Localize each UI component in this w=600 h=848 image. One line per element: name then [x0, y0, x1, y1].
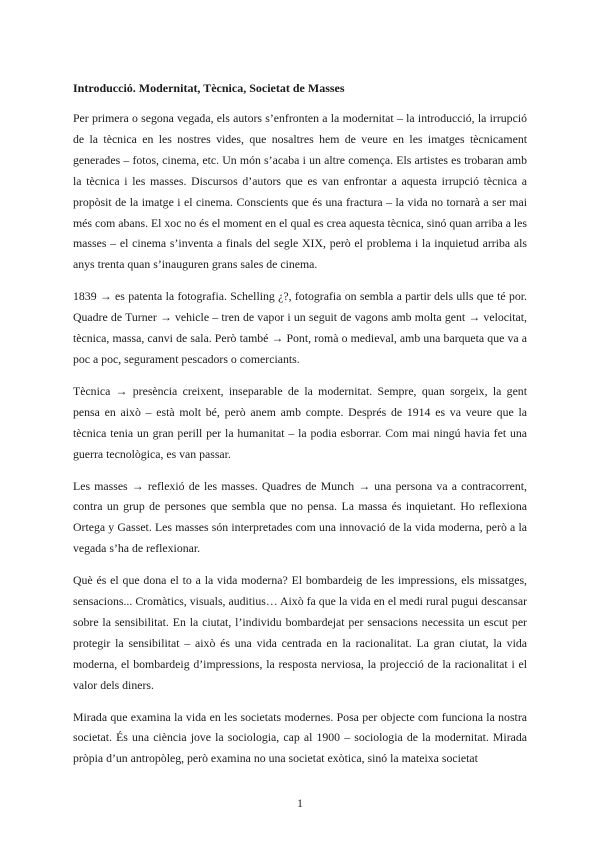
page-title: Introducció. Modernitat, Tècnica, Societat de Masses	[73, 81, 345, 95]
paragraph-tecnica: Tècnica → presència creixent, inseparable de la modernitat. Sempre, quan sorgeix, la gent pensa en això – està molt bé, però anem amb compte. Després de 1914 es va veure que la tècnica tenia un gran perill per la humanitat – la podia esborrar. Com mai ningú havia fet una guerra tecnològica, es van passar.	[73, 383, 527, 461]
paragraph-fotografia: 1839 → es patenta la fotografia. Schelling ¿?, fotografia on sembla a partir dels ulls que té por. Quadre de Turner → vehicle – tren de vapor i un seguit de vagons amb molta gent → velocitat, tècnica, massa, canvi de sala. Però també → Pont, romà o medieval, amb una barqueta que va a poc a poc, segurament pescadors o comerciants.	[73, 289, 527, 366]
paragraph-modernitat: Per primera o segona vegada, els autors s’enfronten a la modernitat – la introducció, la irrupció de la tècnica en les nostres vides, que nosaltres hem de veure en les imatges tècnicament generades – fotos, cinema, etc. Un món s’acaba i un altre comença. Els artistes es trobaran amb la tècnica i les masses. Discursos d’autors que es van enfrontar a aquesta irrupció tècnica a propòsit de la imatge i el cinema. Conscients que és una fractura – la vida no tornarà a ser mai més com abans. El xoc no és el moment en el qual es crea aquesta tècnica, sinó quan arriba a les masses – el cinema s’inventa a finals del segle XIX, però el problema i la inquietud arriba als anys trenta quan s’inauguren grans sales de cinema.	[73, 111, 528, 272]
paragraph-vida-moderna: Què és el que dona el to a la vida moderna? El bombardeig de les impressions, els missatges, sensacions... Cromàtics, visuals, auditius… Això fa que la vida en el medi rural pugui descansar sobre la sensibilitat. En la ciutat, l’individu bombardejat per sensacions necessita un escut per protegir la sensibilitat – això és una vida centrada en la racionalitat. La gran ciutat, la vida moderna, el bombardeig d’impressions, la resposta nerviosa, la projecció de la racionalitat i el valor dels diners.	[73, 573, 527, 692]
document-body	[73, 80, 527, 780]
paragraph-masses: Les masses → reflexió de les masses. Quadres de Munch → una persona va a contracorrent, contra un grup de persones que sembla que no pensa. La massa és inquietant. Ho reflexiona Ortega y Gasset. Les masses són interpretades com una innovació de la vida moderna, però a la vegada s’ha de reflexionar.	[73, 478, 527, 556]
page-number: 1	[297, 798, 303, 810]
paragraph-sociologia: Mirada que examina la vida en les societats modernes. Posa per objecte com funciona la nostra societat. És una ciència jove la sociologia, cap al 1900 – sociologia de la modernitat. Mirada pròpia d’un antropòleg, però examina no una societat exòtica, sinó la mateixa societat	[73, 709, 527, 766]
